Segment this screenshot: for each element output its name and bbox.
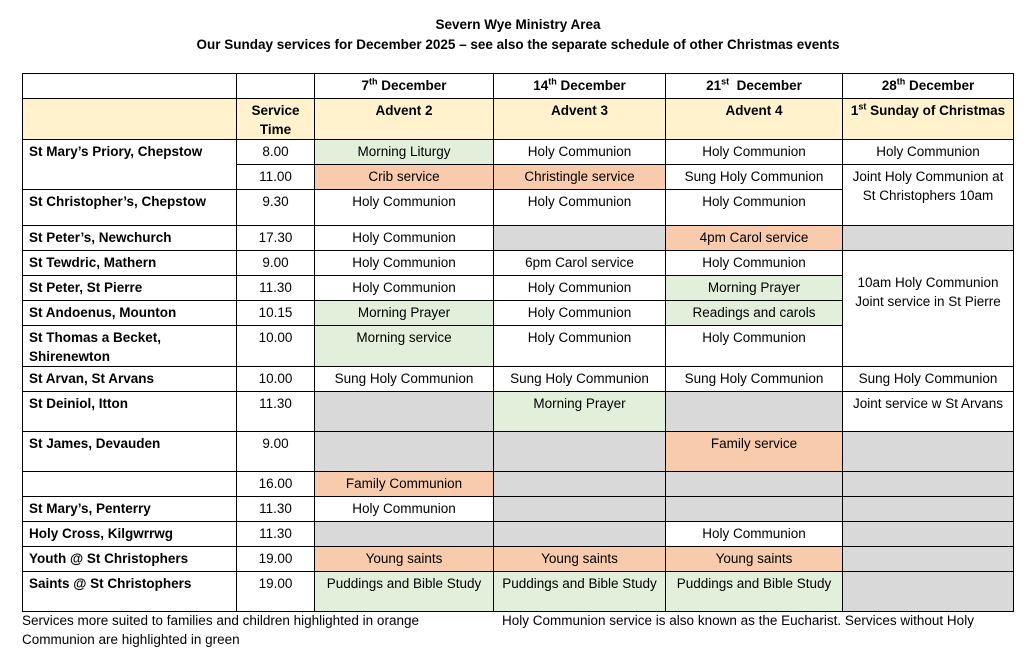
service-cell: Readings and carols [666,301,843,326]
footer-note-green: Communion are highlighted in green [22,632,240,647]
no-service-cell [494,497,666,522]
church-name: St Deiniol, Itton [23,392,237,432]
service-time: 19.00 [237,572,315,612]
service-cell: Family service [666,432,843,472]
table-row [23,251,1014,276]
service-cell: Holy Communion [315,251,494,276]
service-cell: Puddings and Bible Study [494,572,666,612]
service-time: 11.30 [237,392,315,432]
service-cell: Holy Communion [315,190,494,226]
no-service-cell [843,432,1014,472]
service-cell: Sung Holy Communion [315,367,494,392]
service-cell: Puddings and Bible Study [315,572,494,612]
date-header-row [23,74,1014,99]
church-name: St James, Devauden [23,432,237,472]
service-cell: 4pm Carol service [666,226,843,251]
service-cell: Morning service [315,326,494,367]
service-cell: Holy Communion [315,276,494,301]
table-row [23,522,1014,547]
service-time: 10.00 [237,326,315,367]
table-row [23,392,1014,432]
service-cell: Holy Communion [843,140,1014,165]
table-row [23,472,1014,497]
table-row [23,432,1014,472]
service-cell: Young saints [666,547,843,572]
service-cell: Joint Holy Communion at St Christophers 10am [843,165,1014,226]
service-cell: Morning Prayer [666,276,843,301]
service-cell: Morning Prayer [315,301,494,326]
service-cell: Sung Holy Communion [666,165,843,190]
no-service-cell [843,572,1014,612]
church-name: St Christopher’s, Chepstow [23,190,237,226]
empty-header-cell [23,74,237,99]
service-cell: Holy Communion [494,301,666,326]
church-name: St Mary’s Priory, Chepstow [23,140,237,190]
date-header: 14th December [494,74,666,99]
table-row [23,547,1014,572]
table-row [23,226,1014,251]
service-cell: Crib service [315,165,494,190]
service-time: 9.00 [237,251,315,276]
no-service-cell [315,432,494,472]
no-service-cell [843,497,1014,522]
service-cell: Morning Prayer [494,392,666,432]
service-time: 17.30 [237,226,315,251]
service-cell: Christingle service [494,165,666,190]
no-service-cell [666,392,843,432]
service-cell: Sung Holy Communion [666,367,843,392]
service-time: 10.15 [237,301,315,326]
service-time-header: Service Time [237,99,315,140]
empty-header-cell [23,99,237,140]
no-service-cell [315,522,494,547]
service-time: 11.30 [237,522,315,547]
service-time: 11.30 [237,276,315,301]
service-cell: Holy Communion [666,326,843,367]
document-subtitle: Our Sunday services for December 2025 – see also the separate schedule of other Christmas events [196,37,840,52]
document-title: Severn Wye Ministry Area [435,17,601,32]
no-service-cell [843,522,1014,547]
services-table [22,73,1014,612]
service-cell: Holy Communion [666,140,843,165]
empty-header-cell [237,74,315,99]
no-service-cell [843,472,1014,497]
service-time: 16.00 [237,472,315,497]
service-cell: Morning Liturgy [315,140,494,165]
no-service-cell [494,472,666,497]
table-row [23,367,1014,392]
date-header: 21st December [666,74,843,99]
no-service-cell [494,522,666,547]
service-cell: Family Communion [315,472,494,497]
church-name: St Mary’s, Penterry [23,497,237,522]
table-row [23,497,1014,522]
sunday-name-header: Advent 2 [315,99,494,140]
service-cell: Holy Communion [666,251,843,276]
no-service-cell [315,392,494,432]
sunday-name-header: Advent 4 [666,99,843,140]
service-cell: Holy Communion [666,190,843,226]
no-service-cell [494,226,666,251]
church-name: St Peter, St Pierre [23,276,237,301]
service-cell: Holy Communion [494,276,666,301]
service-cell: Joint service w St Arvans [843,392,1014,432]
sunday-name-header: Advent 3 [494,99,666,140]
church-name: St Andoenus, Mounton [23,301,237,326]
church-name: St Tewdric, Mathern [23,251,237,276]
service-cell: Young saints [315,547,494,572]
no-service-cell [843,226,1014,251]
service-cell: Young saints [494,547,666,572]
church-name: Saints @ St Christophers [23,572,237,612]
table-row [23,572,1014,612]
table-row [23,140,1014,165]
service-cell: Holy Communion [315,497,494,522]
sunday-name-header: 1st Sunday of Christmas [843,99,1014,140]
service-cell: Holy Communion [315,226,494,251]
service-cell: Holy Communion [494,190,666,226]
church-name: Holy Cross, Kilgwrrwg [23,522,237,547]
no-service-cell [494,432,666,472]
service-cell: Holy Communion [666,522,843,547]
service-time: 19.00 [237,547,315,572]
service-time: 10.00 [237,367,315,392]
service-cell: Sung Holy Communion [494,367,666,392]
no-service-cell [843,547,1014,572]
church-name [23,472,237,497]
service-cell: Sung Holy Communion [843,367,1014,392]
service-cell: 6pm Carol service [494,251,666,276]
no-service-cell [666,472,843,497]
date-header: 28th December [843,74,1014,99]
service-time: 9.30 [237,190,315,226]
no-service-cell [666,497,843,522]
service-time: 8.00 [237,140,315,165]
footer-note-eucharist: Holy Communion service is also known as the Eucharist. Services without Holy [502,613,974,628]
service-cell: Holy Communion [494,140,666,165]
service-cell: 10am Holy Communion Joint service in St Pierre [843,251,1014,367]
church-name: Youth @ St Christophers [23,547,237,572]
church-name: St Arvan, St Arvans [23,367,237,392]
service-time: 11.30 [237,497,315,522]
footer-note-orange: Services more suited to families and children highlighted in orange [22,613,419,628]
service-time: 11.00 [237,165,315,190]
service-time: 9.00 [237,432,315,472]
date-header: 7th December [315,74,494,99]
church-name: St Thomas a Becket, Shirenewton [23,326,237,367]
church-name: St Peter’s, Newchurch [23,226,237,251]
service-cell: Puddings and Bible Study [666,572,843,612]
sunday-header-row [23,99,1014,140]
service-cell: Holy Communion [494,326,666,367]
